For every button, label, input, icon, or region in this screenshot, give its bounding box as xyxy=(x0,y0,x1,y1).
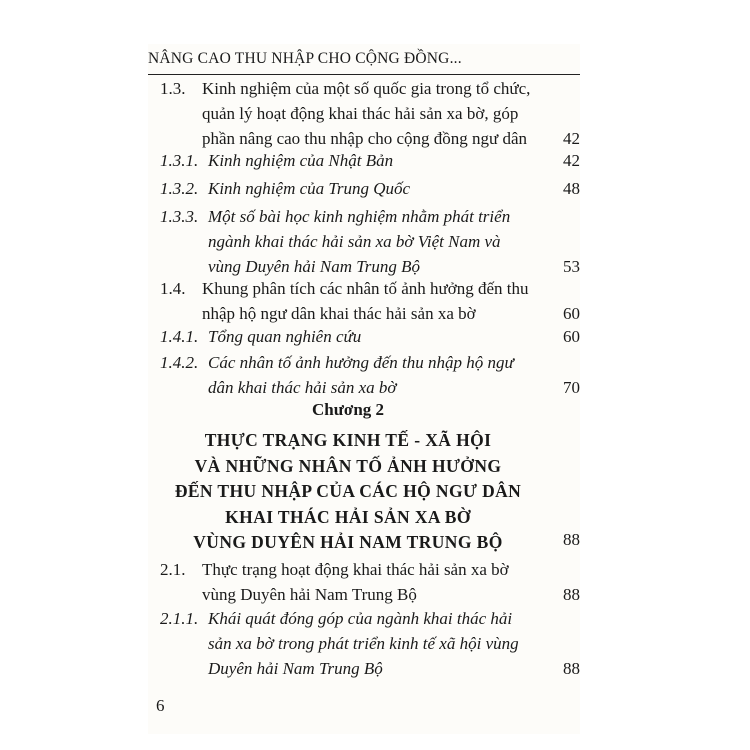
toc-line: dân khai thác hải sản xa bờ xyxy=(208,378,397,397)
toc-line: Tổng quan nghiên cứu xyxy=(208,327,362,346)
toc-line: Khái quát đóng góp của ngành khai thác hải xyxy=(208,609,513,628)
book-page xyxy=(148,44,580,734)
toc-page: 48 xyxy=(563,179,580,198)
toc-title xyxy=(208,324,528,349)
toc-line: phần nâng cao thu nhập cho cộng đồng ngư dân xyxy=(202,129,528,148)
toc-number: 1.3. xyxy=(160,79,186,98)
running-title: NÂNG CAO THU NHẬP CHO CỘNG ĐỒNG... xyxy=(148,50,580,75)
toc-page: 42 xyxy=(563,129,580,148)
toc-number: 1.4.1. xyxy=(160,327,199,346)
toc-number: 1.3.2. xyxy=(160,179,199,198)
toc-number: 2.1.1. xyxy=(160,609,199,628)
toc-number: 1.3.3. xyxy=(160,207,199,226)
toc-number: 1.4.2. xyxy=(160,353,199,372)
toc-page: 88 xyxy=(563,659,580,678)
toc-title xyxy=(208,350,528,400)
toc-page: 53 xyxy=(563,257,580,276)
toc-title xyxy=(202,557,532,607)
toc-title xyxy=(208,204,528,279)
toc-page: 88 xyxy=(563,585,580,604)
toc-page: 70 xyxy=(563,378,580,397)
toc-title xyxy=(208,176,528,201)
toc-title xyxy=(202,76,532,151)
toc-page: 60 xyxy=(563,304,580,323)
chapter-title-line: VÀ NHỮNG NHÂN TỐ ẢNH HƯỞNG xyxy=(194,455,502,476)
chapter-page: 88 xyxy=(563,530,580,549)
toc-number: 2.1. xyxy=(160,560,186,579)
toc-line: Kinh nghiệm của một số quốc gia trong tổ chức, xyxy=(202,79,531,98)
toc-line: Khung phân tích các nhân tố ảnh hưởng đến thu xyxy=(202,279,529,298)
toc-page: 42 xyxy=(563,151,580,170)
page-number: 6 xyxy=(156,696,165,715)
toc-line: sản xa bờ trong phát triển kinh tế xã hội vùng xyxy=(208,634,519,653)
toc-number: 1.4. xyxy=(160,279,186,298)
chapter-label: Chương 2 xyxy=(311,400,385,419)
toc-line: Thực trạng hoạt động khai thác hải sản xa bờ xyxy=(202,560,509,579)
chapter-title-line: VÙNG DUYÊN HẢI NAM TRUNG BỘ xyxy=(193,532,503,552)
toc-title xyxy=(208,606,528,681)
toc-line: quản lý hoạt động khai thác hải sản xa bờ, góp xyxy=(202,104,519,123)
toc-line: vùng Duyên hải Nam Trung Bộ xyxy=(208,257,421,276)
toc-line: Các nhân tố ảnh hưởng đến thu nhập hộ ngư xyxy=(208,353,514,372)
chapter-title-line: THỰC TRẠNG KINH TẾ - XÃ HỘI xyxy=(204,430,492,450)
toc-line: nhập hộ ngư dân khai thác hải sản xa bờ xyxy=(202,304,476,323)
toc-title xyxy=(208,148,528,173)
chapter-title-line: ĐẾN THU NHẬP CỦA CÁC HỘ NGƯ DÂN xyxy=(174,481,522,501)
chapter-title xyxy=(148,428,548,556)
toc-page: 60 xyxy=(563,327,580,346)
toc-line: vùng Duyên hải Nam Trung Bộ xyxy=(202,585,417,604)
toc-line: Duyên hải Nam Trung Bộ xyxy=(208,659,383,678)
toc-line: Kinh nghiệm của Trung Quốc xyxy=(208,179,411,198)
toc-line: Kinh nghiệm của Nhật Bản xyxy=(208,151,394,170)
chapter-title-line: KHAI THÁC HẢI SẢN XA BỜ xyxy=(225,506,471,527)
toc-line: ngành khai thác hải sản xa bờ Việt Nam và xyxy=(208,232,501,251)
toc-title xyxy=(202,276,532,326)
toc-line: Một số bài học kinh nghiệm nhằm phát triển xyxy=(208,207,511,226)
toc-number: 1.3.1. xyxy=(160,151,199,170)
